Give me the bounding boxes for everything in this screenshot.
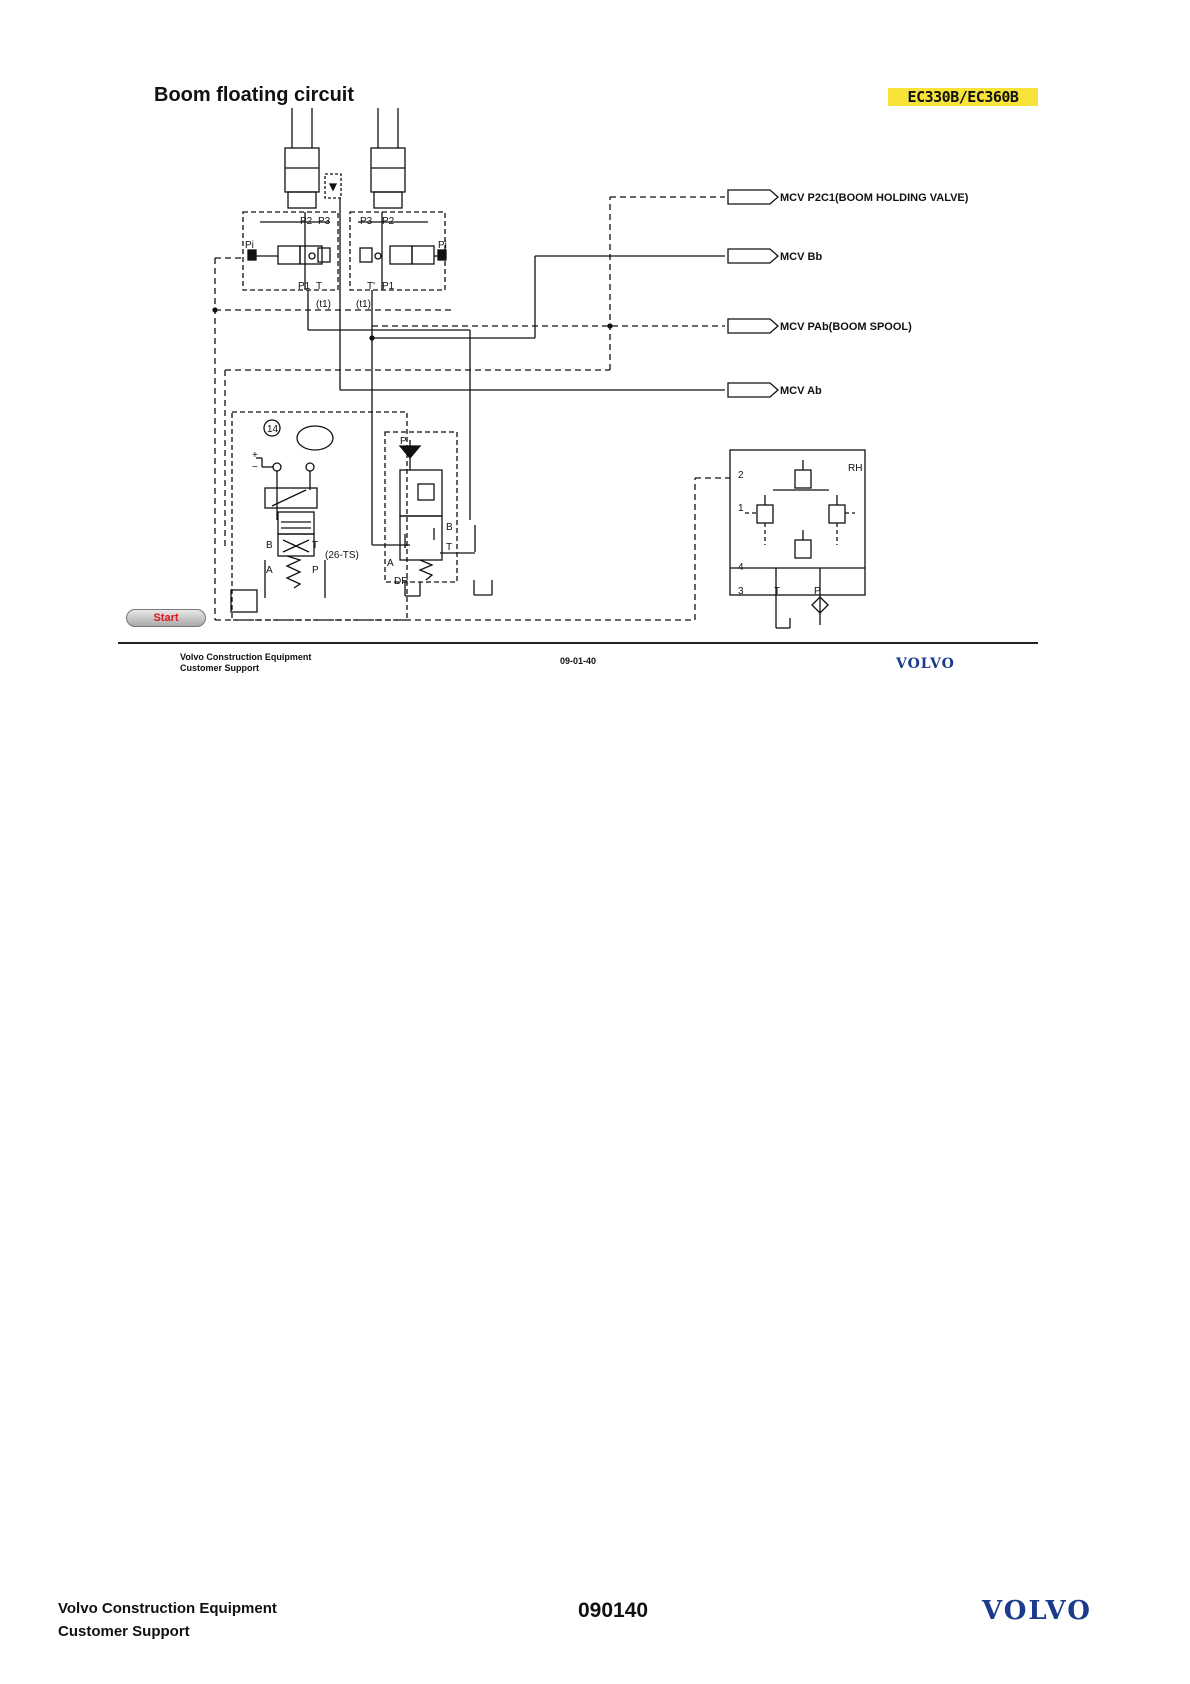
page-footer-company-line1: Volvo Construction Equipment — [58, 1600, 277, 1617]
hydraulic-diagram — [0, 0, 1190, 700]
solenoid-spool-lower — [278, 534, 314, 556]
label-dv-a: A — [387, 558, 394, 569]
label-minus: − — [252, 462, 258, 473]
label-t-right: T' — [367, 281, 376, 292]
label-mcv-ab: MCV Ab — [780, 385, 822, 397]
label-dv-b: B — [446, 522, 453, 533]
page-footer-company-line2: Customer Support — [58, 1623, 190, 1640]
rh-reducer-right — [829, 505, 845, 523]
label-pi-left: Pi — [245, 240, 254, 251]
label-pi-right: Pi — [438, 240, 447, 251]
label-sol-tag: (26-TS) — [325, 550, 359, 561]
pressure-switch — [231, 590, 257, 612]
label-component-14: 14 — [267, 424, 279, 435]
label-dv-t: T — [446, 542, 453, 553]
label-sol-a: A — [266, 565, 273, 576]
label-sol-p: P — [312, 565, 319, 576]
label-sol-b: B — [266, 540, 273, 551]
label-mcv-pab: MCV PAb(BOOM SPOOL) — [780, 321, 912, 333]
label-plus: + — [252, 450, 258, 461]
page-volvo-logo: VOLVO — [982, 1596, 1092, 1626]
slide-footer-company — [180, 652, 311, 674]
rh-reducer-top — [795, 470, 811, 488]
rh-reducer-left — [757, 505, 773, 523]
page-number: 090140 — [578, 1599, 649, 1622]
label-t-left: T — [316, 281, 323, 292]
label-p3-left: P3 — [318, 216, 331, 227]
slide-volvo-logo: VOLVO — [896, 656, 955, 672]
label-p3-right: P3 — [360, 216, 373, 227]
solenoid-valve-box — [232, 412, 407, 620]
label-dv-p: P — [400, 436, 407, 447]
tag-mcv-bb — [728, 249, 778, 263]
label-rh-2: 2 — [738, 470, 744, 481]
label-dv-dr: DR — [394, 576, 409, 587]
rh-reducer-bottom — [795, 540, 811, 558]
boom-cylinder-right — [371, 108, 405, 208]
page-title: Boom floating circuit — [154, 84, 354, 106]
slide-footer-company-line2: Customer Support — [180, 663, 260, 673]
label-rh: RH — [848, 463, 863, 474]
label-mcv-bb: MCV Bb — [780, 251, 823, 263]
page-footer-company — [58, 1597, 277, 1643]
label-rh-1: 1 — [738, 503, 744, 514]
label-p2-left: P2 — [300, 216, 313, 227]
slide-footer-company-line1: Volvo Construction Equipment — [180, 652, 312, 662]
label-rh-3: 3 — [738, 586, 744, 597]
label-t1-right: (t1) — [356, 299, 371, 310]
tag-mcv-ab — [728, 383, 778, 397]
start-button[interactable]: Start — [126, 609, 206, 627]
label-sol-t: T — [312, 540, 319, 551]
label-t1-left: (t1) — [316, 299, 331, 310]
slide-footer-code: 09-01-40 — [560, 656, 597, 666]
label-rh-4: 4 — [738, 562, 744, 573]
boom-cylinder-left — [285, 108, 319, 208]
slide-divider — [118, 642, 1038, 644]
slide — [0, 0, 1190, 700]
label-p1-left: P1 — [298, 281, 311, 292]
label-rh-t: T — [774, 586, 781, 597]
label-p2-right: P2 — [382, 216, 395, 227]
label-mcv-p2c1: MCV P2C1(BOOM HOLDING VALVE) — [780, 192, 969, 204]
tag-mcv-pab — [728, 319, 778, 333]
solenoid-spool-upper — [278, 512, 314, 534]
label-p1-right: P1 — [382, 281, 395, 292]
tag-mcv-p2c1 — [728, 190, 778, 204]
label-rh-p: P — [814, 586, 821, 597]
model-badge: EC330B/EC360B — [888, 88, 1038, 106]
